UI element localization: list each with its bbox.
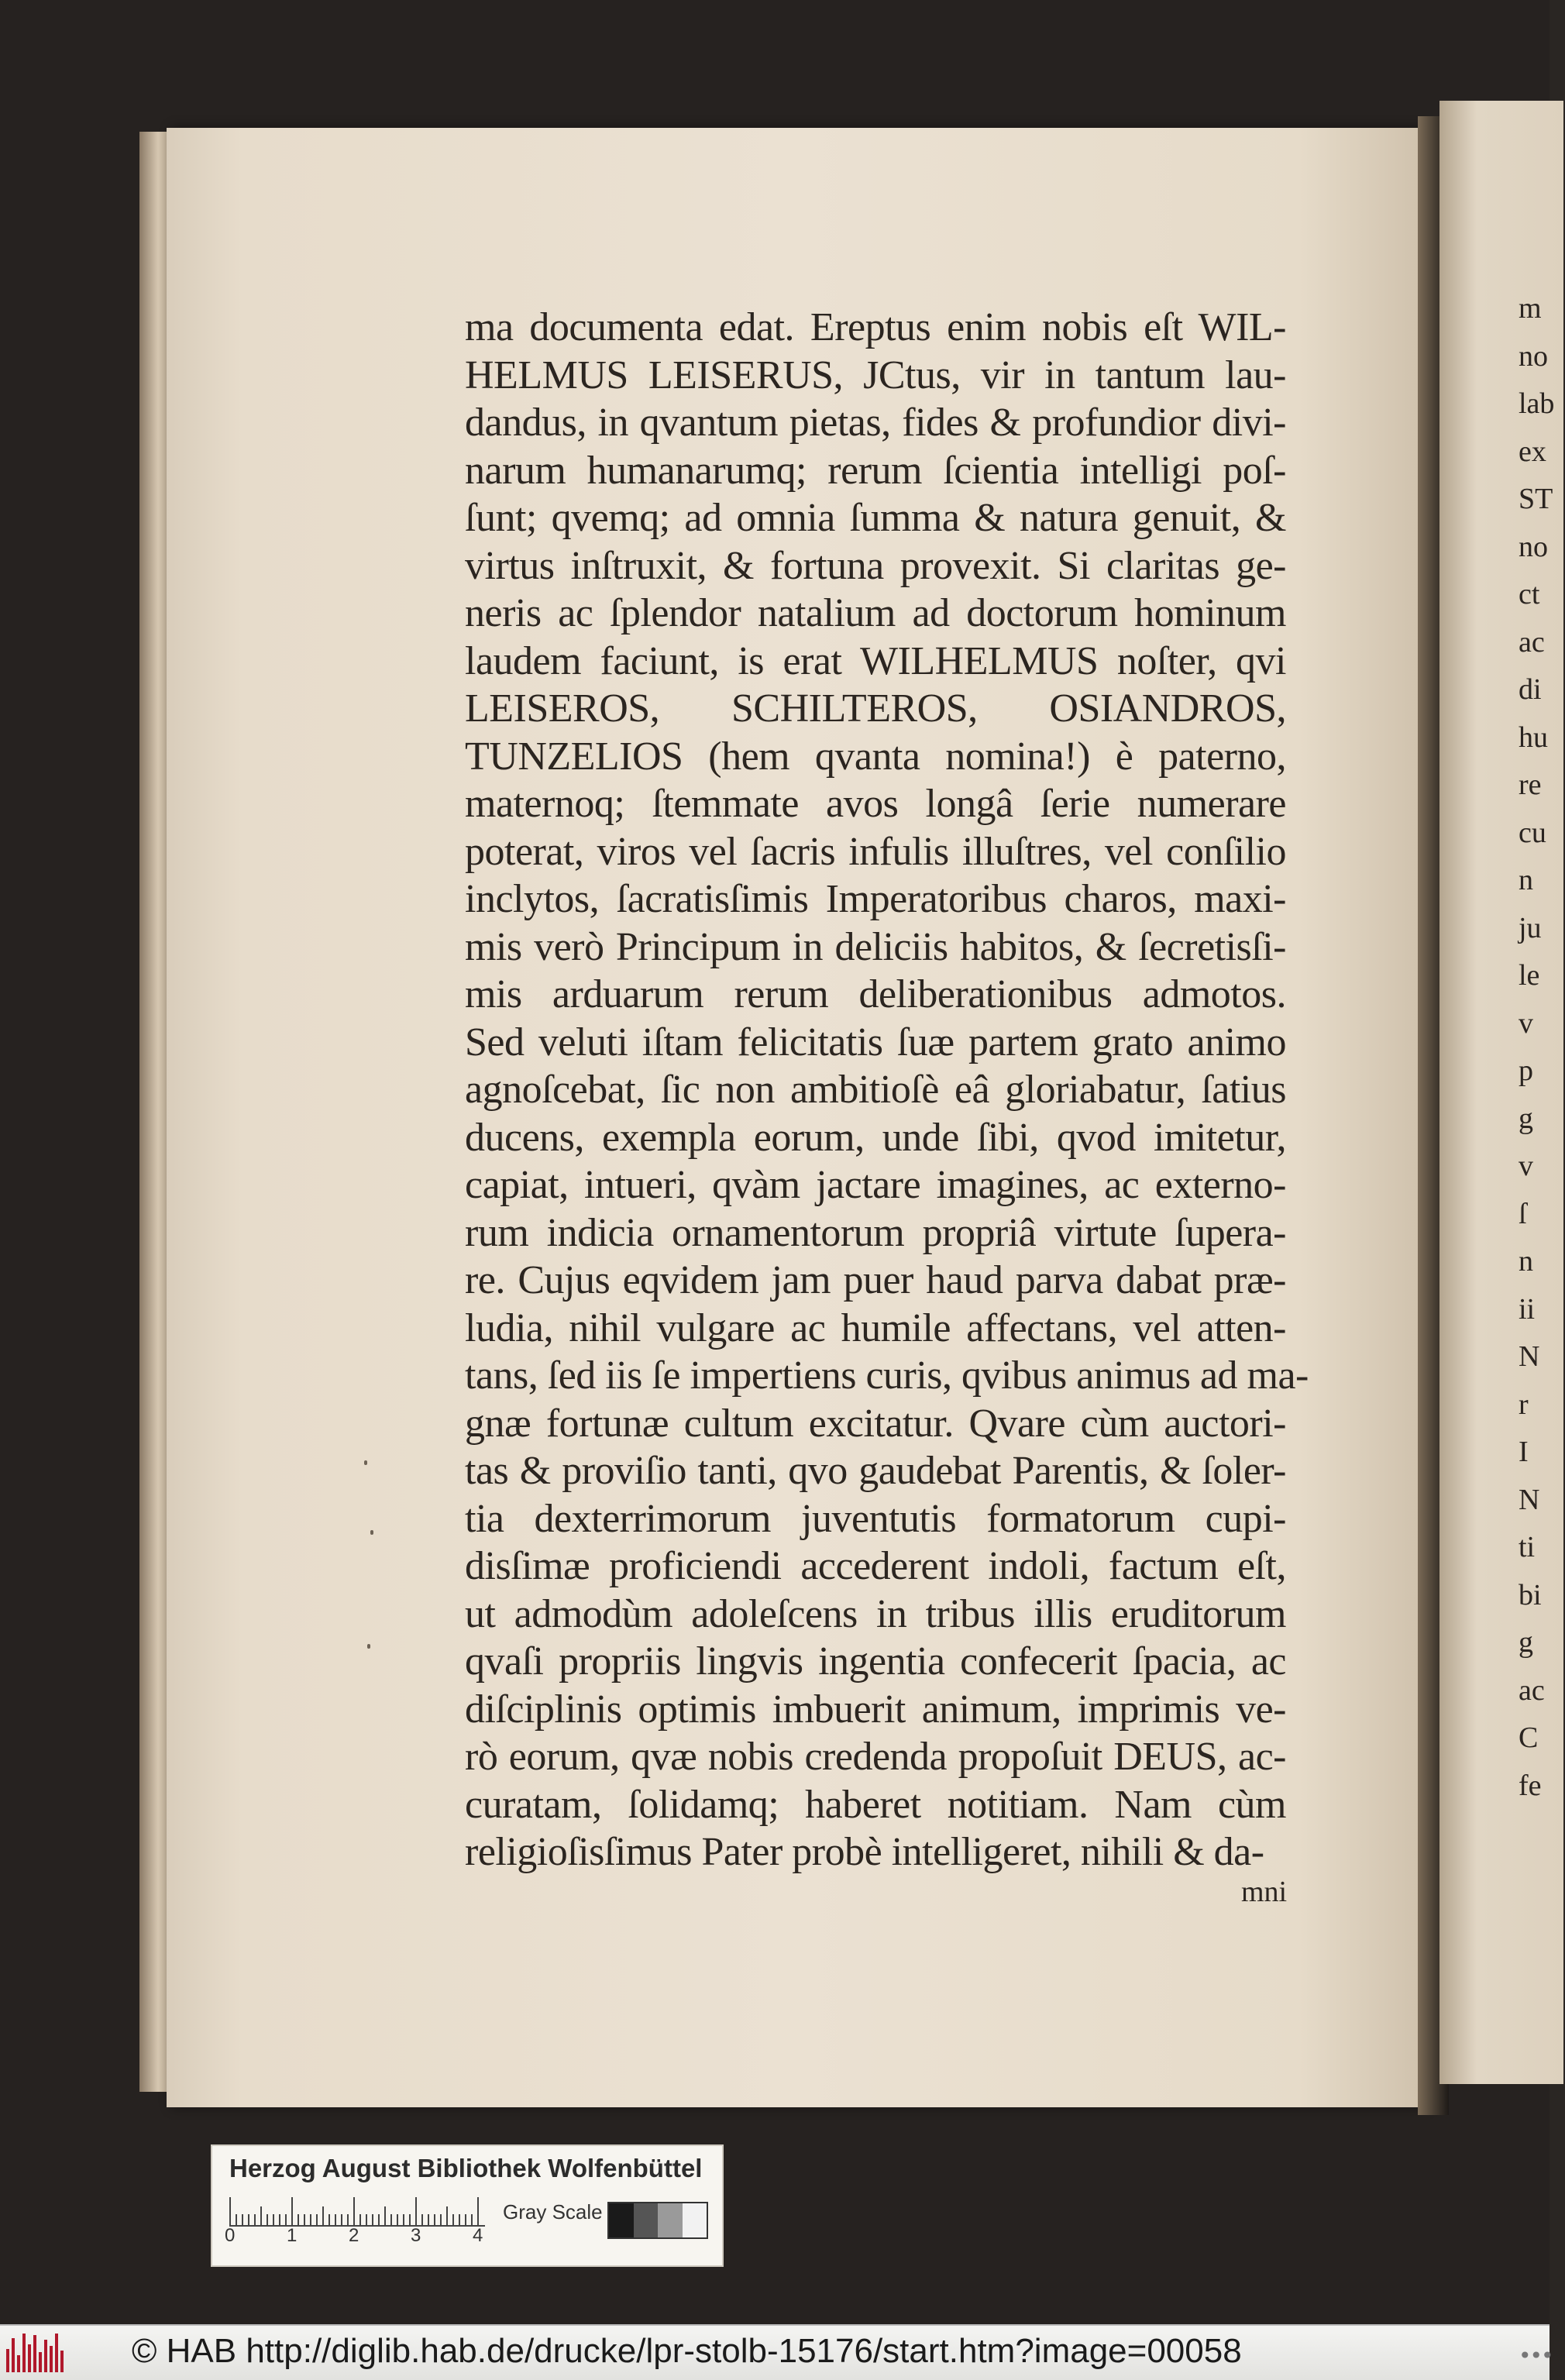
- library-name: Herzog August Bibliothek Wolfenbüttel: [229, 2154, 703, 2182]
- scale-tick: [428, 2214, 429, 2227]
- scale-number: 0: [225, 2225, 236, 2246]
- facing-page-text-fragments: [1519, 285, 1565, 1810]
- text-line: narum humanarumq; rerum ſcientia intelligi poſ-: [465, 448, 1286, 493]
- text-line: neris ac ſplendor natalium ad doctorum hominum: [465, 591, 1286, 635]
- text-line: re. Cujus eqvidem jam puer haud parva dabat præ-: [465, 1258, 1286, 1302]
- text-line: gnæ fortunæ cultum excitatur. Qvare cùm auctori-: [465, 1401, 1286, 1446]
- text-line: maternoq; ſtemmate avos longâ ſerie numerare: [465, 782, 1286, 826]
- logo-bar: [39, 2352, 42, 2372]
- scale-tick: [372, 2214, 373, 2227]
- cm-scale: [229, 2191, 485, 2230]
- text-line: ſunt; qvemq; ad omnia ſumma & natura genuit, &: [465, 496, 1286, 540]
- text-line: rò eorum, qvæ nobis credenda propoſuit DEUS, ac-: [465, 1735, 1286, 1779]
- text-line: capiat, intueri, qvàm jactare imagines, ac externo-: [465, 1163, 1286, 1207]
- grayscale-patch: [658, 2203, 683, 2237]
- facing-page-fragment: fe: [1519, 1769, 1542, 1802]
- text-line: curatam, ſolidamq; haberet notitiam. Nam cùm: [465, 1782, 1286, 1827]
- scale-number: 2: [349, 2225, 359, 2246]
- text-line: diſciplinis optimis imbuerit animum, imprimis ve-: [465, 1687, 1286, 1732]
- facing-page-fragment: re: [1519, 769, 1542, 801]
- facing-page-fragment: lab: [1519, 387, 1555, 420]
- footer-bar: [0, 2324, 1553, 2380]
- facing-page-fragment: C: [1519, 1721, 1539, 1754]
- hab-barcode-logo-icon: [6, 2334, 64, 2372]
- text-line: TUNZELIOS (hem qvanta nomina!) è paterno,: [465, 734, 1286, 779]
- facing-page-fragment: n: [1519, 1245, 1533, 1278]
- scale-tick: [273, 2214, 274, 2227]
- scale-tick: [229, 2197, 231, 2227]
- text-line: dandus, in qvantum pietas, fides & profundior divi-: [465, 401, 1286, 445]
- text-line: tans, ſed iis ſe impertiens curis, qvibus animus ad ma-: [465, 1353, 1309, 1398]
- text-line: HELMUS LEISERUS, JCtus, vir in tantum lau-: [465, 353, 1286, 397]
- scale-tick: [322, 2206, 324, 2227]
- scale-number: 4: [473, 2225, 483, 2246]
- facing-page-fragment: di: [1519, 673, 1542, 706]
- text-line: tas & proviſio tanti, qvo gaudebat Parentis, & ſoler-: [465, 1449, 1286, 1493]
- facing-page-fragment: m: [1519, 292, 1542, 325]
- scale-tick: [397, 2214, 398, 2227]
- scale-tick: [415, 2197, 417, 2227]
- grayscale-bar: [607, 2202, 708, 2239]
- facing-page-fragment: ct: [1519, 578, 1540, 610]
- scale-tick: [446, 2206, 448, 2227]
- text-line: mis arduarum rerum deliberationibus admotos.: [465, 972, 1286, 1016]
- text-line: qvaſi propriis lingvis ingentia confecerit ſpacia, ac: [465, 1639, 1286, 1684]
- scale-tick: [353, 2197, 355, 2227]
- scale-tick: [310, 2214, 311, 2227]
- facing-page-fragment: le: [1519, 959, 1540, 992]
- text-line: laudem faciunt, is erat WILHELMUS noſter, qvi: [465, 638, 1286, 683]
- scale-tick: [316, 2214, 318, 2227]
- facing-page-fragment: n: [1519, 864, 1533, 896]
- text-line: religioſisſimus Pater probè intelligeret, nihili & da-: [465, 1830, 1264, 1874]
- scale-tick: [459, 2214, 460, 2227]
- scale-number: 1: [287, 2225, 298, 2246]
- facing-page-fragment: no: [1519, 530, 1548, 563]
- logo-bar: [33, 2335, 36, 2372]
- logo-bar: [22, 2334, 26, 2372]
- facing-page-fragment: ti: [1519, 1531, 1536, 1563]
- logo-bar: [55, 2334, 58, 2372]
- color-scale-ruler: [211, 2144, 724, 2267]
- scale-tick: [248, 2214, 249, 2227]
- scale-tick: [434, 2214, 435, 2227]
- text-line: ut admodùm adoleſcens in tribus illis eruditorum: [465, 1591, 1286, 1636]
- facing-page-fragment: ex: [1519, 435, 1546, 468]
- logo-bar: [17, 2355, 20, 2372]
- facing-page-fragment: no: [1519, 339, 1548, 373]
- scale-tick: [452, 2214, 454, 2227]
- text-line: poterat, viros vel ſacris infulis illuſtres, vel conſilio: [465, 829, 1286, 874]
- logo-bar: [6, 2349, 9, 2372]
- scale-tick: [384, 2206, 386, 2227]
- scale-tick: [390, 2214, 392, 2227]
- scale-tick: [328, 2214, 330, 2227]
- scale-tick: [291, 2197, 293, 2227]
- facing-page-fragment: ju: [1519, 911, 1542, 944]
- scale-tick: [465, 2214, 466, 2227]
- text-line: tia dexterrimorum juventutis formatorum cupi-: [465, 1496, 1286, 1541]
- facing-page-fragment: r: [1519, 1388, 1529, 1421]
- scale-tick: [298, 2214, 299, 2227]
- logo-bar: [50, 2346, 53, 2372]
- scale-tick: [359, 2214, 361, 2227]
- logo-bar: [44, 2340, 47, 2372]
- text-line: disſimæ proficiendi accederent indoli, factum eſt,: [465, 1544, 1286, 1588]
- scale-tick: [254, 2214, 256, 2227]
- scale-tick: [267, 2214, 268, 2227]
- facing-page-fragment: ST: [1519, 483, 1553, 515]
- scale-tick: [236, 2214, 237, 2227]
- page-body-text: [465, 304, 1317, 1876]
- scale-tick: [242, 2214, 243, 2227]
- scale-tick: [440, 2214, 442, 2227]
- facing-page-fragment: cu: [1519, 816, 1546, 849]
- scale-tick: [304, 2214, 305, 2227]
- logo-bar: [12, 2338, 15, 2372]
- text-line: virtus inſtruxit, & fortuna provexit. Si claritas ge-: [465, 543, 1286, 588]
- catchword: mni: [1241, 1876, 1288, 1908]
- scale-tick: [403, 2214, 404, 2227]
- text-line: LEISEROS, SCHILTEROS, OSIANDROS,: [465, 686, 1286, 731]
- text-line: ducens, exempla eorum, unde ſibi, qvod imitetur,: [465, 1115, 1286, 1160]
- grayscale-patch: [634, 2203, 659, 2237]
- facing-page-fragment: v: [1519, 1150, 1533, 1182]
- facing-page-fragment: N: [1519, 1340, 1540, 1373]
- text-line: agnoſcebat, ſic non ambitioſè eâ gloriabatur, ſatius: [465, 1068, 1286, 1112]
- text-line: inclytos, ſacratisſimis Imperatoribus charos, maxi-: [465, 877, 1286, 921]
- facing-page-fragment: ii: [1519, 1292, 1536, 1326]
- scale-tick: [279, 2214, 280, 2227]
- grayscale-patch: [683, 2203, 707, 2237]
- scale-tick: [366, 2214, 367, 2227]
- paper-speck: [367, 1644, 370, 1649]
- more-dots-icon[interactable]: •••: [1519, 2343, 1553, 2368]
- paper-speck: [364, 1460, 367, 1465]
- grayscale-patch: [609, 2203, 634, 2237]
- grayscale-label: Gray Scale: [503, 2200, 603, 2224]
- text-line: rum indicia ornamentorum propriâ virtute ſupera-: [465, 1210, 1286, 1255]
- facing-page-fragment: p: [1519, 1054, 1533, 1087]
- text-line: Sed veluti iſtam felicitatis ſuæ partem grato animo: [465, 1020, 1286, 1064]
- scale-tick: [260, 2206, 262, 2227]
- facing-page-fragment: N: [1519, 1483, 1540, 1516]
- scale-tick: [477, 2197, 479, 2227]
- facing-page-fragment: hu: [1519, 721, 1548, 754]
- text-line: ludia, nihil vulgare ac humile affectans, vel atten-: [465, 1305, 1286, 1350]
- scale-tick: [378, 2214, 380, 2227]
- scale-number: 3: [411, 2225, 421, 2246]
- paper-speck: [370, 1530, 373, 1535]
- scale-tick: [421, 2214, 423, 2227]
- logo-bar: [28, 2344, 31, 2372]
- copyright-url-text: © HAB http://diglib.hab.de/drucke/lpr-stolb-15176/start.htm?image=00058: [132, 2332, 1242, 2370]
- facing-page-fragment: g: [1519, 1102, 1533, 1135]
- facing-page-fragment: v: [1519, 1006, 1533, 1040]
- facing-page-fragment: ſ: [1519, 1197, 1527, 1230]
- facing-page-fragment: ac: [1519, 625, 1545, 659]
- left-page-edge: [139, 132, 170, 2092]
- text-line: ma documenta edat. Ereptus enim nobis eſt WIL-: [465, 305, 1286, 349]
- scale-tick: [341, 2214, 342, 2227]
- facing-page-fragment: g: [1519, 1626, 1533, 1659]
- scale-tick: [335, 2214, 336, 2227]
- facing-page-fragment: ac: [1519, 1673, 1545, 1707]
- logo-bar: [60, 2351, 64, 2372]
- facing-page-fragment: I: [1519, 1436, 1529, 1468]
- text-line: mis verò Principum in deliciis habitos, & ſecretisſi-: [465, 924, 1286, 969]
- facing-page-fragment: bi: [1519, 1578, 1542, 1611]
